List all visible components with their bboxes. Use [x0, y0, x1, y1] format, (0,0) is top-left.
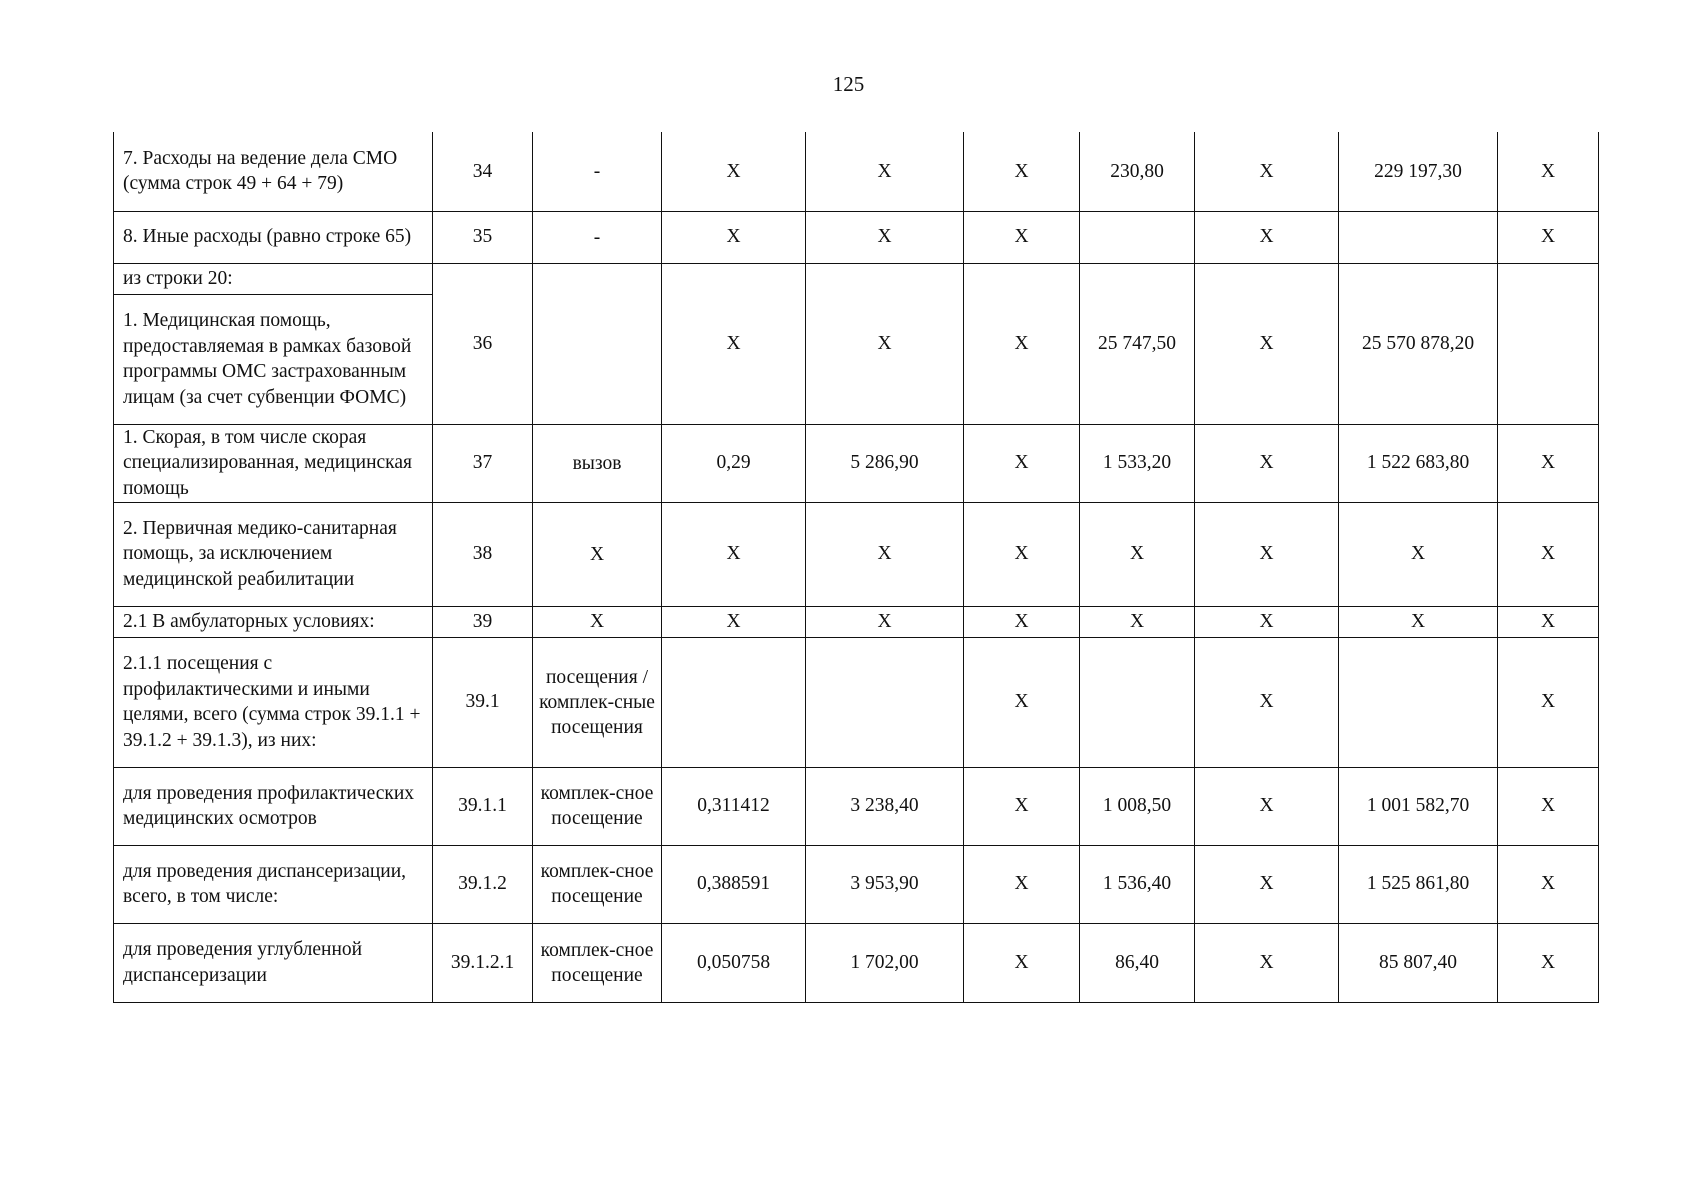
row-label: 7. Расходы на ведение дела СМО (сумма строк 49 + 64 + 79) — [114, 132, 433, 211]
line-number: 39.1 — [433, 637, 533, 767]
table-cell: X — [964, 211, 1080, 263]
table-cell: 1 702,00 — [806, 923, 964, 1002]
table-cell: X — [1498, 132, 1599, 211]
line-number: 39.1.1 — [433, 767, 533, 845]
line-number: 36 — [433, 263, 533, 424]
line-number: 35 — [433, 211, 533, 263]
table-cell: X — [964, 263, 1080, 424]
table-cell: 1 525 861,80 — [1339, 845, 1498, 923]
page-number: 125 — [832, 72, 865, 96]
table-cell: 5 286,90 — [806, 424, 964, 502]
table-cell: X — [1195, 767, 1339, 845]
row-label: для проведения профилактических медицинских осмотров — [114, 767, 433, 845]
unit-cell: комплек-сное посещение — [533, 845, 662, 923]
table-row — [114, 502, 1599, 606]
table-cell: 25 747,50 — [1080, 263, 1195, 424]
table-cell: X — [662, 132, 806, 211]
table-cell: X — [1498, 424, 1599, 502]
table-cell: 25 570 878,20 — [1339, 263, 1498, 424]
table-cell: 230,80 — [1080, 132, 1195, 211]
table-cell: X — [806, 132, 964, 211]
unit-cell: вызов — [533, 424, 662, 502]
unit-cell: посещения / комплек-сные посещения — [533, 637, 662, 767]
table-cell: X — [1195, 211, 1339, 263]
row-label: из строки 20: — [114, 263, 433, 294]
table-cell: X — [964, 767, 1080, 845]
row-label: 1. Скорая, в том числе скорая специализированная, медицинская помощь — [114, 424, 433, 502]
table-row — [114, 424, 1599, 502]
table-cell: X — [806, 502, 964, 606]
table-cell: X — [662, 211, 806, 263]
row-label: для проведения углубленной диспансеризации — [114, 923, 433, 1002]
table-cell: X — [1080, 502, 1195, 606]
table-cell: X — [662, 263, 806, 424]
table-cell: X — [1195, 606, 1339, 637]
line-number: 34 — [433, 132, 533, 211]
table-cell: X — [1339, 606, 1498, 637]
table-cell — [1498, 263, 1599, 424]
table-cell: 86,40 — [1080, 923, 1195, 1002]
table-cell: 1 001 582,70 — [1339, 767, 1498, 845]
table-cell: X — [806, 263, 964, 424]
row-label: для проведения диспансеризации, всего, в том числе: — [114, 845, 433, 923]
table-cell — [1339, 211, 1498, 263]
line-number: 37 — [433, 424, 533, 502]
table-cell: X — [1195, 637, 1339, 767]
table-cell: 0,388591 — [662, 845, 806, 923]
table-cell: X — [964, 502, 1080, 606]
expense-table — [113, 132, 1599, 1003]
table-cell: 0,050758 — [662, 923, 806, 1002]
table-cell: X — [1498, 606, 1599, 637]
table-cell: X — [1339, 502, 1498, 606]
table-row — [114, 263, 1599, 294]
table-row — [114, 767, 1599, 845]
unit-cell: комплек-сное посещение — [533, 767, 662, 845]
table-cell — [1080, 211, 1195, 263]
table-cell: X — [806, 211, 964, 263]
row-label: 2.1.1 посещения с профилактическими и иными целями, всего (сумма строк 39.1.1 + 39.1.2 + 39.1.3), из них: — [114, 637, 433, 767]
table-row — [114, 923, 1599, 1002]
table-cell: X — [1498, 923, 1599, 1002]
line-number: 39.1.2.1 — [433, 923, 533, 1002]
row-label: 8. Иные расходы (равно строке 65) — [114, 211, 433, 263]
table-row — [114, 637, 1599, 767]
table-cell: X — [1195, 502, 1339, 606]
table-cell: X — [1498, 845, 1599, 923]
unit-cell: - — [533, 132, 662, 211]
table-cell: 3 953,90 — [806, 845, 964, 923]
table-cell: X — [964, 424, 1080, 502]
line-number: 39 — [433, 606, 533, 637]
table-cell: X — [806, 606, 964, 637]
table-cell: 0,29 — [662, 424, 806, 502]
unit-cell: X — [533, 502, 662, 606]
table-cell: 229 197,30 — [1339, 132, 1498, 211]
table-cell — [1339, 637, 1498, 767]
table-cell — [1080, 637, 1195, 767]
table-cell: X — [1080, 606, 1195, 637]
table-cell: X — [1498, 637, 1599, 767]
table-row — [114, 132, 1599, 211]
table-cell: X — [1195, 845, 1339, 923]
table-cell — [662, 637, 806, 767]
table-cell: X — [964, 637, 1080, 767]
table-cell: 1 522 683,80 — [1339, 424, 1498, 502]
row-label: 2.1 В амбулаторных условиях: — [114, 606, 433, 637]
table-cell: X — [964, 845, 1080, 923]
table-cell: 3 238,40 — [806, 767, 964, 845]
unit-cell: комплек-сное посещение — [533, 923, 662, 1002]
table-cell: X — [1195, 263, 1339, 424]
table-cell: 1 536,40 — [1080, 845, 1195, 923]
table-cell: X — [964, 923, 1080, 1002]
line-number: 39.1.2 — [433, 845, 533, 923]
table-cell: X — [1498, 211, 1599, 263]
row-label: 2. Первичная медико-санитарная помощь, за исключением медицинской реабилитации — [114, 502, 433, 606]
table-cell: X — [964, 606, 1080, 637]
table-cell: X — [662, 606, 806, 637]
table-cell: X — [1498, 767, 1599, 845]
table-row — [114, 845, 1599, 923]
line-number: 38 — [433, 502, 533, 606]
table-cell: X — [964, 132, 1080, 211]
table-row — [114, 606, 1599, 637]
table-cell — [806, 637, 964, 767]
table-cell: 0,311412 — [662, 767, 806, 845]
table-cell: X — [1195, 132, 1339, 211]
table-cell: X — [1195, 923, 1339, 1002]
table-cell: X — [662, 502, 806, 606]
table-cell: 1 008,50 — [1080, 767, 1195, 845]
unit-cell — [533, 263, 662, 424]
unit-cell: X — [533, 606, 662, 637]
row-label: 1. Медицинская помощь, предоставляемая в рамках базовой программы ОМС застрахованным лицам (за счет субвенции ФОМС) — [114, 294, 433, 424]
table-cell: 1 533,20 — [1080, 424, 1195, 502]
table-cell: X — [1195, 424, 1339, 502]
table-cell: X — [1498, 502, 1599, 606]
table-cell: 85 807,40 — [1339, 923, 1498, 1002]
table-row — [114, 211, 1599, 263]
unit-cell: - — [533, 211, 662, 263]
